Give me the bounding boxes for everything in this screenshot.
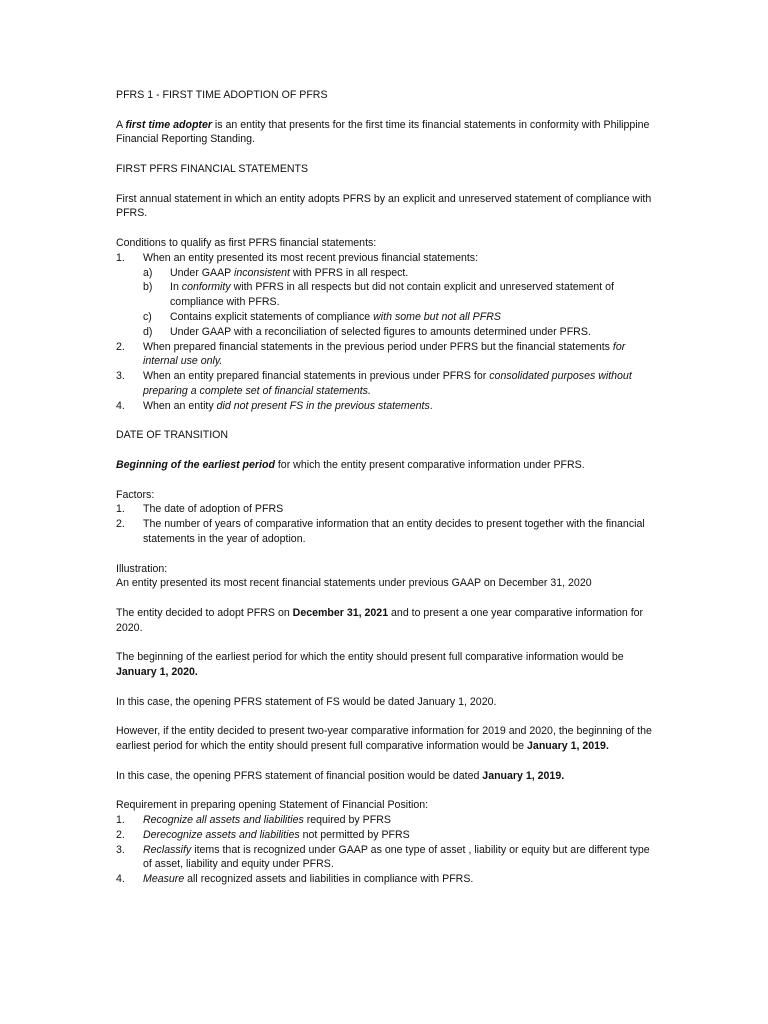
factors-heading: Factors: (116, 488, 155, 501)
transition-definition (116, 458, 656, 473)
definition-paragraph (116, 118, 656, 148)
conditions-list (116, 251, 656, 414)
illustration-paragraph-4: In this case, the opening PFRS statement of FS would be dated January 1, 2020. (116, 695, 497, 708)
list-number: 1. (116, 503, 125, 516)
list-number: 3. (116, 843, 125, 856)
list-item (116, 340, 656, 370)
definition-rest: is an entity that presents for the first time its financial statements in conformity with Philippine Financial Reporting Standing. (116, 118, 650, 146)
list-text: The date of adoption of PFRS (143, 503, 284, 516)
illustration-paragraph-2: The entity decided to adopt PFRS on December 31, 2021 and to present a one year comparative information for 2020. (116, 606, 644, 634)
list-item (116, 369, 656, 399)
document-title: PFRS 1 - FIRST TIME ADOPTION OF PFRS (116, 89, 328, 101)
list-text: Derecognize assets and liabilities not permitted by PFRS (143, 828, 410, 841)
first-fs-body: First annual statement in which an entity adopts PFRS by an explicit and unreserved statement of compliance with PFRS. (116, 192, 652, 220)
list-item (116, 843, 656, 873)
list-item (116, 517, 656, 547)
list-number: 2. (116, 340, 125, 353)
list-number: 1. (116, 814, 125, 827)
illustration-paragraph-1: An entity presented its most recent financial statements under previous GAAP on December 31, 2020 (116, 577, 592, 590)
transition-rest: for which the entity present comparative information under PFRS. (274, 458, 585, 471)
list-text: In conformity with PFRS in all respects but did not contain explicit and unreserved statement of compliance with PFRS. (170, 281, 614, 309)
illustration-heading: Illustration: (116, 562, 168, 575)
list-number: 1. (116, 251, 125, 264)
list-item (116, 251, 656, 266)
list-item (143, 266, 656, 281)
list-number: 3. (116, 370, 125, 383)
list-text: Under GAAP inconsistent with PFRS in all respect. (170, 266, 409, 279)
definition-term: first time adopter (125, 118, 212, 131)
list-item (116, 828, 656, 843)
list-item (116, 502, 656, 517)
list-number: 4. (116, 399, 125, 412)
list-text: Reclassify items that is recognized under GAAP as one type of asset , liability or equity but are different type of asset, liability and equity under PFRS. (143, 843, 650, 871)
illustration-paragraph-5: However, if the entity decided to present two-year comparative information for 2019 and 2020, the beginning of the earliest period for which the entity should present full comparative information would be January 1, 2019. (116, 725, 652, 753)
list-item (143, 280, 656, 310)
requirements-heading: Requirement in preparing opening Statement of Financial Position: (116, 799, 429, 812)
list-text: When prepared financial statements in the previous period under PFRS but the financial statements for internal use only. (143, 340, 626, 368)
list-number: 2. (116, 518, 125, 531)
transition-heading: DATE OF TRANSITION (116, 429, 229, 442)
transition-term: Beginning of the earliest period (116, 458, 275, 471)
list-text: Measure all recognized assets and liabilities in compliance with PFRS. (143, 873, 474, 886)
list-text: When an entity prepared financial statements in previous under PFRS for consolidated purposes without preparing a complete set of financial statements. (143, 370, 632, 397)
list-letter: a) (143, 266, 153, 279)
list-item (143, 310, 656, 325)
illustration-paragraph-6: In this case, the opening PFRS statement of financial position would be dated January 1, 2019. (116, 769, 565, 782)
first-fs-heading: FIRST PFRS FINANCIAL STATEMENTS (116, 162, 309, 175)
list-text: Under GAAP with a reconciliation of selected figures to amounts determined under PFRS. (170, 325, 591, 338)
list-item (116, 813, 656, 828)
list-number: 2. (116, 828, 125, 841)
list-text: Contains explicit statements of compliance with some but not all PFRS (170, 310, 501, 323)
list-text: When an entity did not present FS in the previous statements. (143, 399, 433, 412)
list-letter: c) (143, 310, 152, 323)
list-letter: b) (143, 281, 153, 294)
list-text: The number of years of comparative information that an entity decides to present together with the financial statements in the year of adoption. (143, 518, 645, 545)
list-number: 4. (116, 873, 125, 886)
requirements-list (116, 813, 656, 887)
conditions-heading: Conditions to qualify as first PFRS financial statements: (116, 236, 377, 249)
list-item (143, 325, 656, 340)
definition-lead: A (116, 118, 126, 131)
list-item (116, 872, 656, 887)
illustration-paragraph-3: The beginning of the earliest period for which the entity should present full comparative information would be January 1, 2020. (116, 651, 624, 679)
list-item (116, 399, 656, 414)
document-page (116, 88, 656, 887)
list-letter: d) (143, 325, 153, 338)
factors-list (116, 502, 656, 546)
list-text: When an entity presented its most recent previous financial statements: (143, 251, 479, 264)
sub-conditions-list (116, 266, 656, 340)
list-text: Recognize all assets and liabilities required by PFRS (143, 814, 391, 827)
